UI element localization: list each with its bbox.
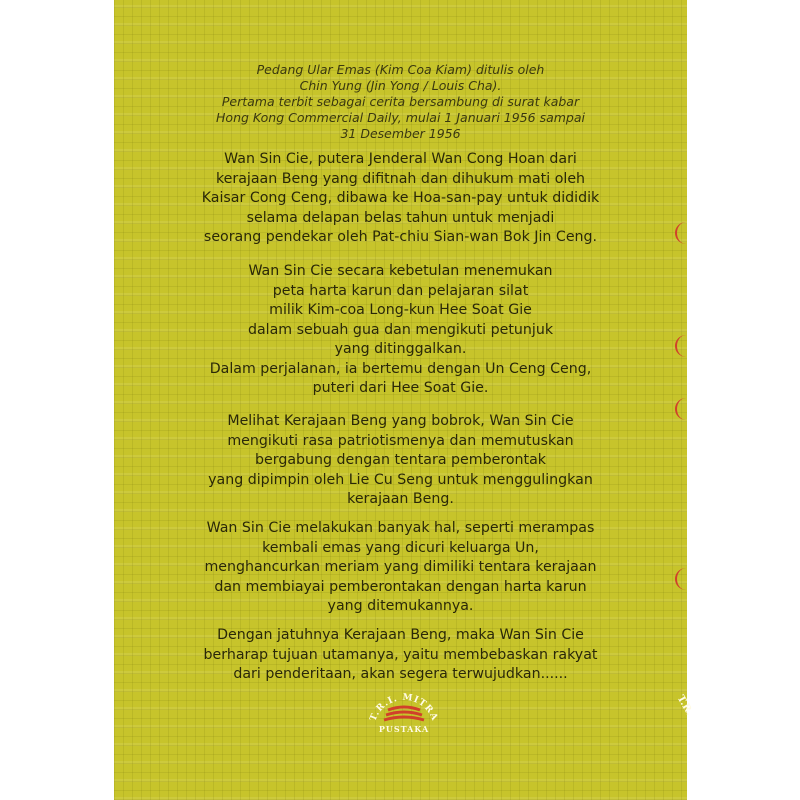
paragraph-line: kembali emas yang dicuri keluarga Un,	[262, 539, 539, 556]
paragraph-line: dari penderitaan, akan segera terwujudkan......	[233, 666, 568, 682]
paragraph-line: selama delapan belas tahun untuk menjadi	[246, 209, 555, 226]
publisher-arc-text: T.R.I. MITRA	[368, 692, 440, 723]
paragraph-line: kerajaan Beng.	[347, 491, 454, 507]
paragraph-line: milik Kim-coa Long-kun Hee Soat Gie	[269, 302, 532, 318]
paragraph-line: menghancurkan meriam yang dimiliki tentara kerajaan	[204, 559, 597, 575]
paragraph-line: Dalam perjalanan, ia bertemu dengan Un Ceng Ceng,	[209, 360, 592, 377]
paragraph-line: kerajaan Beng yang difitnah dan dihukum mati oleh	[215, 170, 586, 187]
paragraph-line: yang ditemukannya.	[327, 598, 474, 614]
synopsis-paragraph-2	[114, 262, 687, 399]
paragraph-line: puteri dari Hee Soat Gie.	[312, 380, 489, 396]
synopsis-paragraph-1	[114, 150, 687, 248]
paragraph-line: dalam sebuah gua dan mengikuti petunjuk	[247, 321, 554, 338]
intro-line: Chin Yung (Jin Yong / Louis Cha).	[299, 78, 502, 93]
synopsis-paragraph-5	[114, 626, 687, 685]
intro-line: Pertama terbit sebagai cerita bersambung di surat kabar	[221, 94, 580, 109]
synopsis-paragraph-4	[114, 519, 687, 617]
paragraph-line: berharap tujuan utamanya, yaitu membebaskan rakyat	[203, 646, 598, 663]
paragraph-line: Dengan jatuhnya Kerajaan Beng, maka Wan Sin Cie	[217, 627, 584, 643]
paragraph-line: Wan Sin Cie, putera Jenderal Wan Cong Hoan dari	[224, 151, 577, 167]
paragraph-line: Wan Sin Cie secara kebetulan menemukan	[248, 263, 553, 279]
intro-line: Pedang Ular Emas (Kim Coa Kiam) ditulis oleh	[256, 62, 545, 77]
publisher-side-text: T.R.	[674, 693, 695, 718]
paragraph-line: dan membiayai pemberontakan dengan harta karun	[214, 578, 587, 595]
paragraph-line: peta harta karun dan pelajaran silat	[272, 282, 529, 299]
paragraph-line: Wan Sin Cie melakukan banyak hal, seperti merampas	[206, 520, 595, 536]
publisher-name: PUSTAKA	[378, 724, 430, 734]
intro-line: 31 Desember 1956	[340, 126, 461, 141]
paragraph-line: bergabung dengan tentara pemberontak	[255, 452, 546, 468]
synopsis-paragraph-3	[114, 412, 687, 510]
paragraph-line: yang ditinggalkan.	[334, 341, 467, 357]
intro-line: Hong Kong Commercial Daily, mulai 1 Januari 1956 sampai	[216, 110, 585, 125]
paragraph-line: seorang pendekar oleh Pat-chiu Sian-wan Bok Jin Ceng.	[203, 229, 598, 245]
book-back-cover	[114, 0, 695, 800]
intro-block	[114, 62, 687, 142]
paragraph-line: Kaisar Cong Ceng, dibawa ke Hoa-san-pay untuk dididik	[201, 190, 600, 206]
paragraph-line: mengikuti rasa patriotismenya dan memutuskan	[227, 432, 574, 449]
paragraph-line: Melihat Kerajaan Beng yang bobrok, Wan Sin Cie	[227, 413, 574, 429]
paragraph-line: yang dipimpin oleh Lie Cu Seng untuk menggulingkan	[208, 471, 593, 488]
